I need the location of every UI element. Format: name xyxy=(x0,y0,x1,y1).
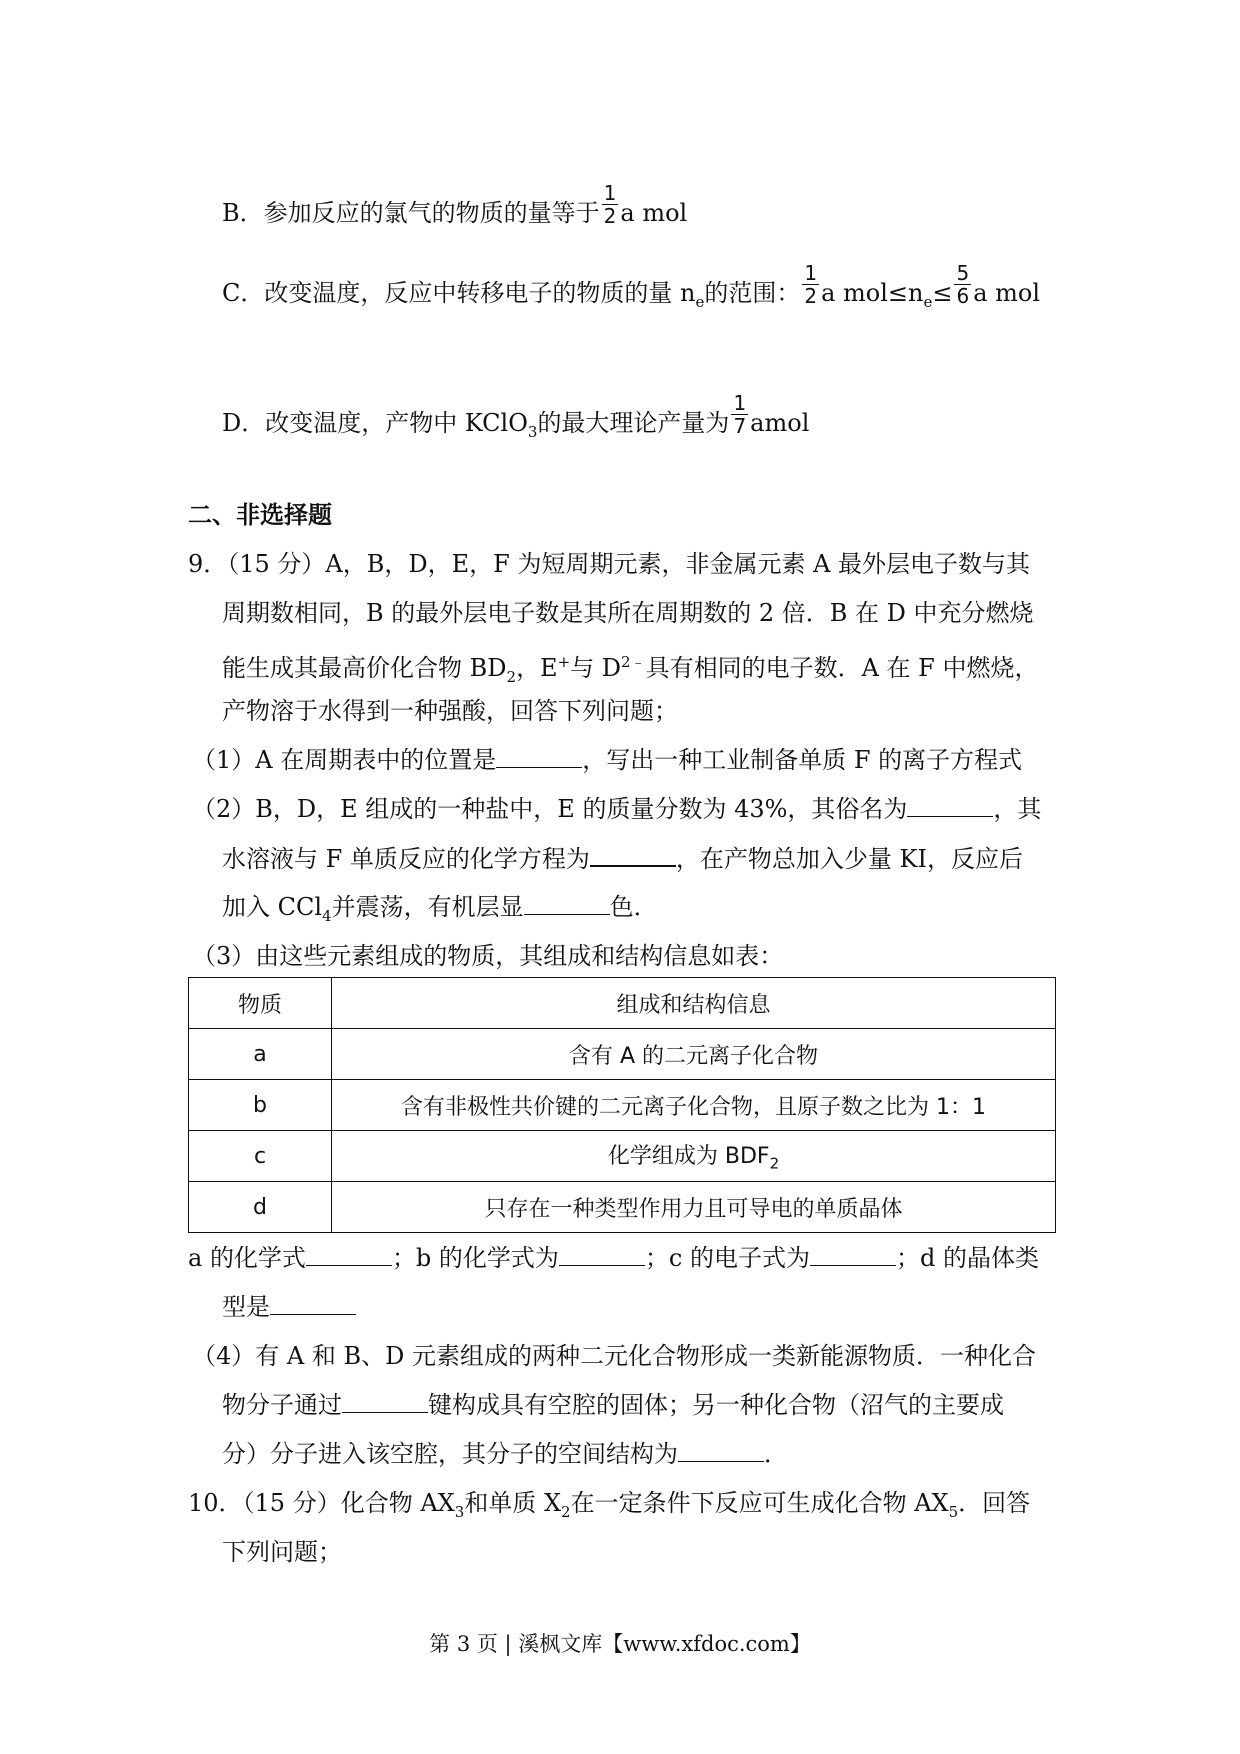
table-cell: a xyxy=(189,1029,332,1080)
table-cell: c xyxy=(189,1131,332,1182)
fraction: $\frac{1}{7}$ xyxy=(733,391,747,438)
table-row xyxy=(189,1131,1056,1182)
fraction: $\frac{1}{2}$ xyxy=(603,181,617,228)
table-header: 组成和结构信息 xyxy=(332,978,1056,1029)
answer-blank[interactable] xyxy=(270,1292,356,1315)
answer-blank[interactable] xyxy=(559,1243,645,1266)
table-cell: 只存在一种类型作用力且可导电的单质晶体 xyxy=(332,1182,1056,1233)
table-row xyxy=(189,1182,1056,1233)
table-cell: d xyxy=(189,1182,332,1233)
page-footer: 第 3 页 | 溪枫文库【www.xfdoc.com】 xyxy=(429,1632,811,1656)
q9-part-2-line-2: 水溶液与 F 单质反应的化学方程为 ，在产物总加入少量 KI，反应后 xyxy=(222,845,1023,873)
answer-blank[interactable] xyxy=(907,794,993,817)
q9-part-2-line-1: （2）B，D，E 组成的一种盐中，E 的质量分数为 43%，其俗名为 ，其 xyxy=(192,795,1042,823)
table-cell: 含有 A 的二元离子化合物 xyxy=(332,1029,1056,1080)
table-header: 物质 xyxy=(189,978,332,1029)
section-title: 二、非选择题 xyxy=(188,500,332,529)
fraction: $\frac{5}{6}$ xyxy=(956,261,970,308)
table-cell: 含有非极性共价键的二元离子化合物，且原子数之比为 1：1 xyxy=(332,1080,1056,1131)
answer-blank[interactable] xyxy=(678,1439,764,1462)
answer-blank[interactable] xyxy=(810,1243,896,1266)
option-c: C．改变温度，反应中转移电子的物质的量 $n_e$的范围： $\frac{1}{2}$ a $mol\le n_e\le$ $\frac{5}{6}$ a mol xyxy=(222,261,1041,311)
option-b: B．参加反应的氯气的物质的量等于 $\frac{1}{2}$ a mol xyxy=(222,181,688,228)
after-table-line-1: a 的化学式 ；b 的化学式为 ；c 的电子式为 ；d 的晶体类 xyxy=(188,1244,1040,1272)
q9-line-2: 周期数相同，B 的最外层电子数是其所在周期数的 2 倍．B 在 D 中充分燃烧 xyxy=(222,599,1034,627)
table-header-row xyxy=(189,978,1056,1029)
q9-part-2-line-3: 加入 CCl$_4$并震荡，有机层显 色． xyxy=(222,893,658,925)
q9-line-3: 能生成其最高价化合物 $BD_2$，E+与 $D^{2﹣}$具有相同的电子数．A 在 F 中燃烧， xyxy=(222,653,1039,686)
q9-part-4-line-3: 分）分子进入该空腔，其分子的空间结构为 ． xyxy=(222,1440,788,1468)
q9-line-1: 9．（15 分）A，B，D，E，F 为短周期元素，非金属元素 A 最外层电子数与其 xyxy=(188,550,1031,578)
table-row xyxy=(189,1080,1056,1131)
answer-blank[interactable] xyxy=(342,1390,428,1413)
answer-blank[interactable] xyxy=(306,1243,392,1266)
fraction: $\frac{1}{2}$ xyxy=(804,261,818,308)
option-d: D．改变温度，产物中 KClO$_3$的最大理论产量为 $\frac{1}{7}$ amol xyxy=(222,391,810,441)
q9-part-1: （1）A 在周期表中的位置是 ，写出一种工业制备单质 F 的离子方程式 xyxy=(192,746,1023,774)
q10-line-2: 下列问题； xyxy=(222,1538,342,1566)
q9-part-3: （3）由这些元素组成的物质，其组成和结构信息如表： xyxy=(192,942,784,970)
info-table xyxy=(188,977,1056,1233)
table-cell: 化学组成为 $BDF_2$ xyxy=(332,1131,1056,1182)
after-table-line-2: 型是 xyxy=(222,1292,356,1322)
option-b-text: 参加反应的氯气的物质的量等于 xyxy=(263,199,600,227)
q10-line-1: 10．（15 分）化合物 $AX_3$和单质 $X_2$在一定条件下反应可生成化合物 $AX_5$．回答 xyxy=(188,1489,1031,1521)
table-cell: b xyxy=(189,1080,332,1131)
table-row xyxy=(189,1029,1056,1080)
answer-blank[interactable] xyxy=(590,843,676,867)
q9-part-4-line-2: 物分子通过 键构成具有空腔的固体；另一种化合物（沼气的主要成 xyxy=(222,1391,1004,1419)
q9-part-4-line-1: （4）有 A 和 B、D 元素组成的两种二元化合物形成一类新能源物质．一种化合 xyxy=(192,1342,1036,1370)
q9-line-4: 产物溶于水得到一种强酸，回答下列问题； xyxy=(222,697,678,725)
answer-blank[interactable] xyxy=(496,745,582,768)
option-b-label: B． xyxy=(222,199,264,227)
answer-blank[interactable] xyxy=(524,892,610,915)
